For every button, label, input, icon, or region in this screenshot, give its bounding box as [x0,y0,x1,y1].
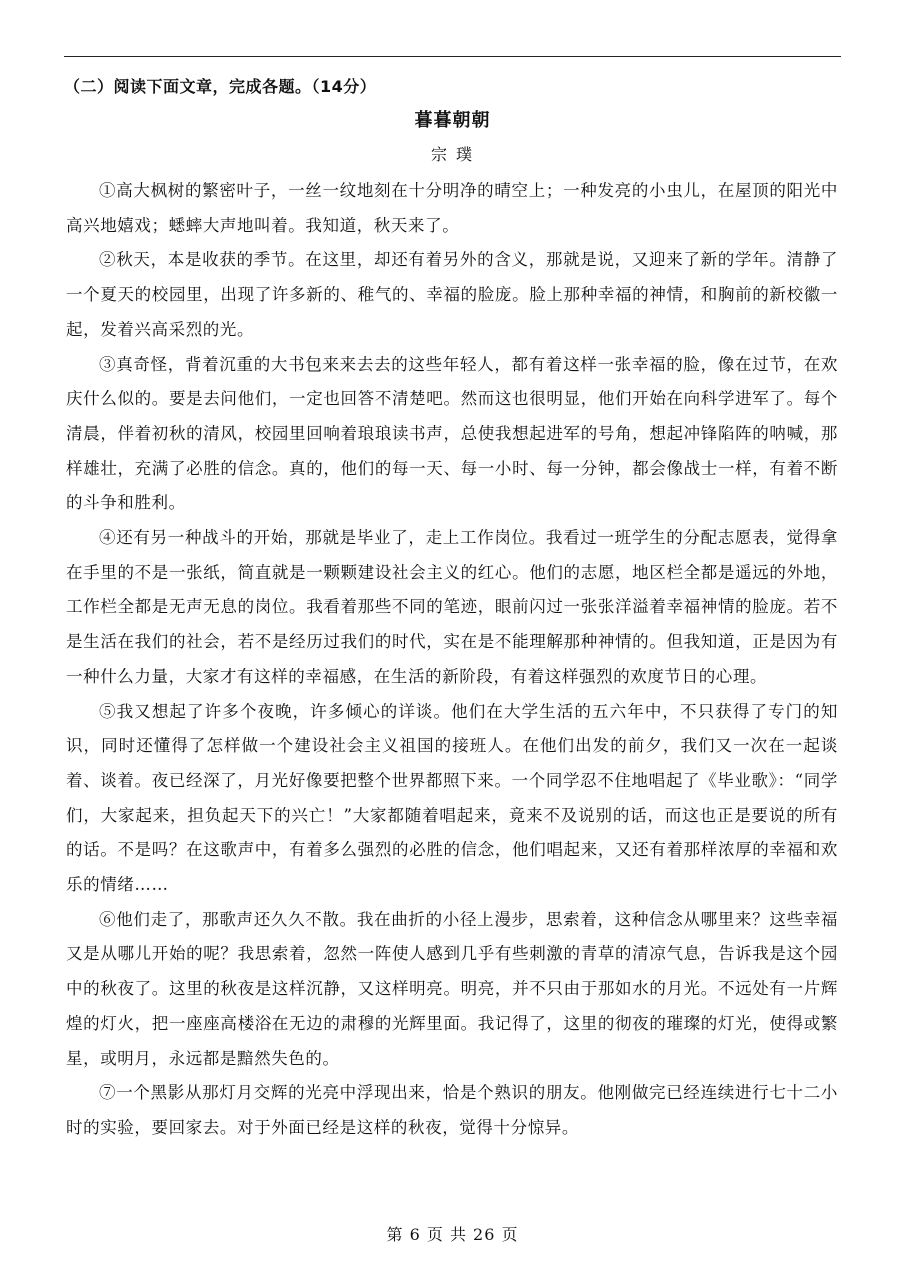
top-divider [64,56,841,57]
paragraph-3: ③真奇怪，背着沉重的大书包来来去去的这些年轻人，都有着这样一张幸福的脸，像在过节，在欢庆什么似的。要是去问他们，一定也回答不清楚吧。然而这也很明显，他们开始在向科学进军了。每个清晨，伴着初秋的清风，校园里回响着琅琅读书声，总使我想起进军的号角，想起冲锋陷阵的呐喊，那样雄壮，充满了必胜的信念。真的，他们的每一天、每一小时、每一分钟，都会像战士一样，有着不断的斗争和胜利。 [66,354,838,513]
article-body [66,174,838,1146]
paragraph-7: ⑦一个黑影从那灯月交辉的光亮中浮现出来，恰是个熟识的朋友。他刚做完已经连续进行七十二小时的实验，要回家去。对于外面已经是这样的秋夜，觉得十分惊异。 [66,1083,838,1137]
paragraph-2: ②秋天，本是收获的季节。在这里，却还有着另外的含义，那就是说，又迎来了新的学年。清静了一个夏天的校园里，出现了许多新的、稚气的、幸福的脸庞。脸上那种幸福的神情，和胸前的新校徽一起，发着兴高采烈的光。 [66,250,838,339]
article-title: 暮暮朝朝 [414,110,491,131]
article-author: 宗 璞 [430,145,475,164]
section-heading: （二）阅读下面文章，完成各题。（14分） [64,77,377,96]
paragraph-4: ④还有另一种战斗的开始，那就是毕业了，走上工作岗位。我看过一班学生的分配志愿表，觉得拿在手里的不是一张纸，简直就是一颗颗建设社会主义的红心。他们的志愿，地区栏全都是遥远的外地，工作栏全都是无声无息的岗位。我看着那些不同的笔迹，眼前闪过一张张洋溢着幸福神情的脸庞。若不是生活在我们的社会，若不是经历过我们的时代，实在是不能理解那种神情的。但我知道，正是因为有一种什么力量，大家才有这样的幸福感，在生活的新阶段，有着这样强烈的欢度节日的心理。 [66,528,838,686]
page-footer: 第 6 页 共 26 页 [386,1225,519,1244]
paragraph-5: ⑤我又想起了许多个夜晚，许多倾心的详谈。他们在大学生活的五六年中，不只获得了专门的知识，同时还懂得了怎样做一个建设社会主义祖国的接班人。在他们出发的前夕，我们又一次在一起谈着、谈着。夜已经深了，月光好像要把整个世界都照下来。一个同学忍不住地唱起了《毕业歌》：“同学们，大家起来，担负起天下的兴亡！”大家都随着唱起来，竟来不及说别的话，而这也正是要说的所有的话。不是吗？在这歌声中，有着多么强烈的必胜的信念，他们唱起来，又还有着那样浓厚的幸福和欢乐的情绪…… [66,701,838,895]
paragraph-6: ⑥他们走了，那歌声还久久不散。我在曲折的小径上漫步，思索着，这种信念从哪里来？这些幸福又是从哪儿开始的呢？我思索着，忽然一阵使人感到几乎有些刺激的青草的清凉气息，告诉我是这个园中的秋夜了。这里的秋夜是这样沉静，又这样明亮。明亮，并不只由于那如水的月光。不远处有一片辉煌的灯火，把一座座高楼浴在无边的肃穆的光辉里面。我记得了，这里的彻夜的璀璨的灯光，使得或繁星，或明月，永远都是黯然失色的。 [66,909,838,1068]
paragraph-1: ①高大枫树的繁密叶子，一丝一纹地刻在十分明净的晴空上；一种发亮的小虫儿，在屋顶的阳光中高兴地嬉戏；蟋蟀大声地叫着。我知道，秋天来了。 [66,181,838,235]
